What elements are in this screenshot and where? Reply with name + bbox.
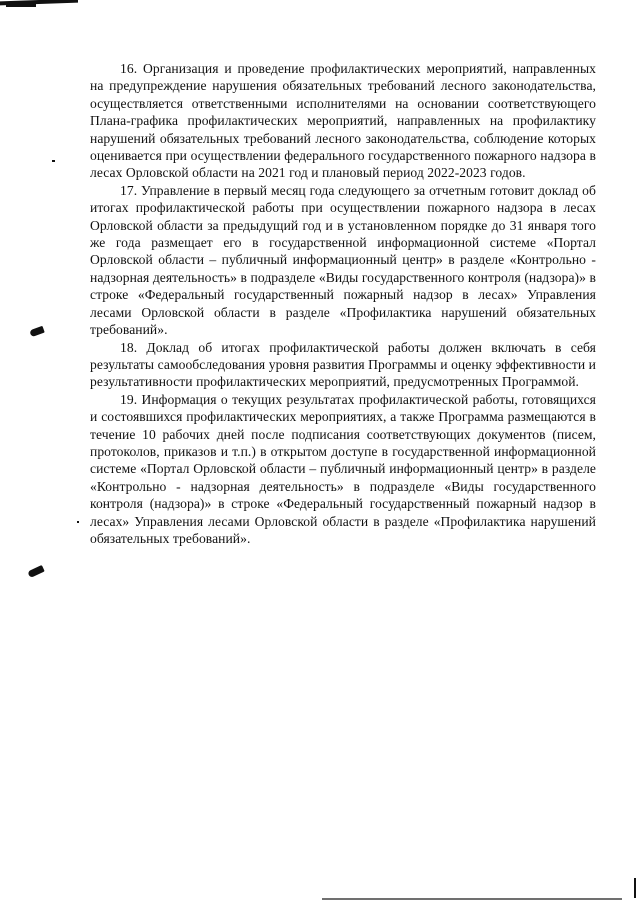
paragraph-18: 18. Доклад об итогах профилактической работы должен включать в себя результаты самообследования уровня развития Программы и оценку эффективности и результативности профилактических мероприятий, предусмотренных Программой. bbox=[90, 339, 596, 390]
scan-dot-1 bbox=[52, 160, 55, 162]
scan-dot-2 bbox=[77, 521, 79, 523]
document-body bbox=[90, 60, 596, 547]
scan-mark-bottom bbox=[322, 898, 622, 900]
scan-mark-left-1 bbox=[29, 326, 45, 337]
scan-mark-left-2 bbox=[27, 565, 44, 578]
paragraph-19: 19. Информация о текущих результатах профилактической работы, готовящихся и состоявшихся профилактических мероприятиях, а также Программа размещаются в течение 10 рабочих дней после подписания соответствующих документов (писем, протоколов, приказов и т.п.) в открытом доступе в государственной информационной системе «Портал Орловской области – публичный информационный центр» в разделе «Контрольно - надзорная деятельность» в подразделе «Виды государственного контроля (надзора)» в строке «Федеральный государственный пожарный надзор в лесах» Управления лесами Орловской области в разделе «Профилактика нарушений обязательных требований». bbox=[90, 391, 596, 546]
paragraph-17: 17. Управление в первый месяц года следующего за отчетным готовит доклад об итогах профилактической работы при осуществлении пожарного надзора в лесах Орловской области за предыдущий год и в установленном порядке до 31 января того же года размещает его в государственной информационной системе «Портал Орловской области – публичный информационный центр» в разделе «Контрольно - надзорная деятельность» в подразделе «Виды государственного контроля (надзора)» в строке «Федеральный государственный пожарный надзор в лесах» Управления лесами Орловской области в разделе «Профилактика нарушений обязательных требований». bbox=[90, 182, 596, 338]
scan-mark-top-left-2 bbox=[6, 2, 36, 7]
paragraph-16: 16. Организация и проведение профилактических мероприятий, направленных на предупреждение нарушения обязательных требований лесного законодательства, осуществляется ответственными исполнителями на основании соответствующего Плана-графика профилактических мероприятий, направленных на профилактику нарушений обязательных требований лесного законодательства, соблюдение которых оценивается при осуществлении федерального государственного пожарного надзора в лесах Орловской области на 2021 год и плановый период 2022-2023 годов. bbox=[90, 61, 596, 181]
scan-mark-right-edge bbox=[634, 878, 636, 898]
